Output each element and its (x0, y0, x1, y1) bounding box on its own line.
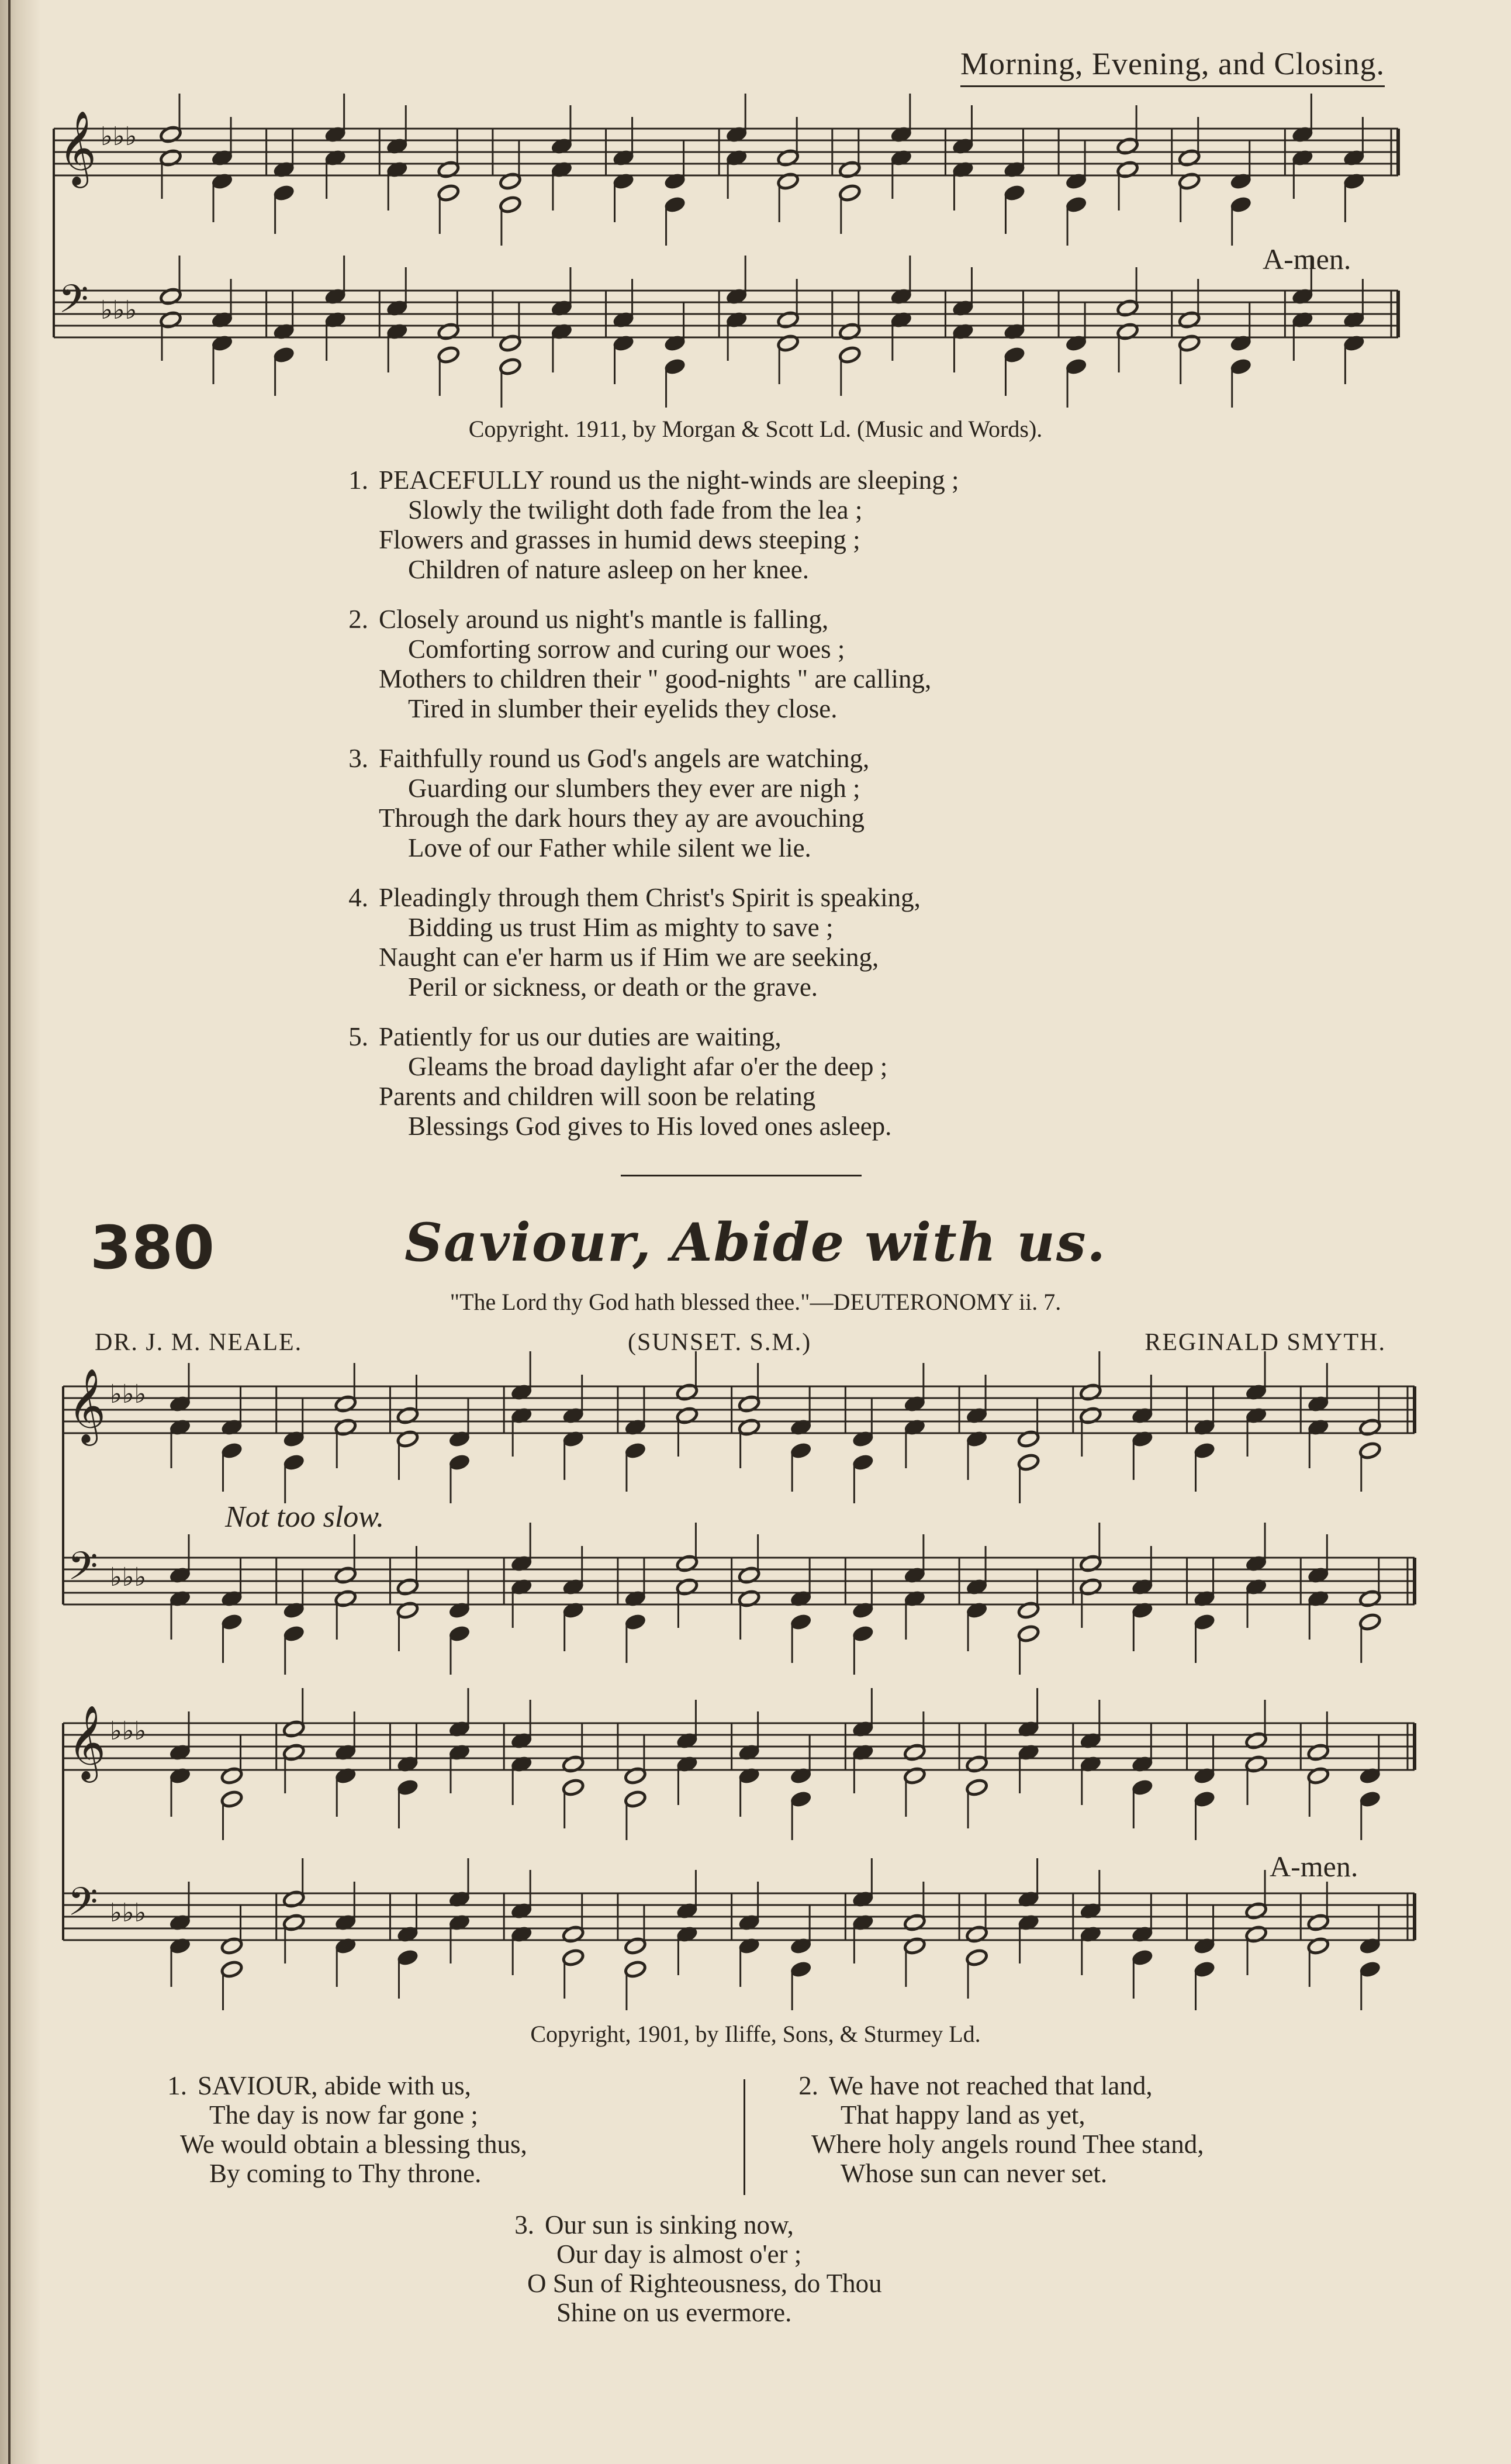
hymn-380-verse-1 (146, 2071, 527, 2188)
running-head: Morning, Evening, and Closing. (960, 46, 1385, 87)
verse-line: We would obtain a blessing thus, (180, 2130, 527, 2159)
verse-number: 5. (348, 1022, 368, 1051)
section-divider (621, 1175, 862, 1176)
verse-line: Our day is almost o'er ; (556, 2239, 802, 2269)
hymn-379-verses (327, 465, 959, 1161)
svg-text:♭♭♭: ♭♭♭ (110, 1898, 147, 1928)
verse-number: 3. (348, 744, 368, 773)
verse-line: Love of our Father while silent we lie. (408, 833, 811, 862)
verse-5 (327, 1022, 959, 1141)
verse-number: 1. (348, 465, 368, 495)
verse-line: Peril or sickness, or death or the grave. (408, 972, 818, 1002)
tune-name: (SUNSET. S.M.) (628, 1329, 812, 1356)
column-divider (744, 2079, 745, 2195)
verse-2 (327, 605, 959, 724)
verse-number: 2. (798, 2071, 818, 2100)
hymn-380-verse-3 (493, 2210, 882, 2327)
verse-number: 2. (348, 605, 368, 634)
verse-line: Our sun is sinking now, (545, 2210, 794, 2239)
svg-text:𝄞: 𝄞 (68, 1368, 106, 1442)
svg-text:𝄢: 𝄢 (68, 1544, 98, 1598)
tempo-marking: Not too slow. (225, 1500, 385, 1534)
verse-line: Tired in slumber their eyelids they close. (408, 694, 838, 723)
verse-line: Blessings God gives to His loved ones asleep. (408, 1112, 892, 1141)
verse-line: Where holy angels round Thee stand, (811, 2130, 1204, 2159)
verse-1 (327, 465, 959, 585)
verse-line: Whose sun can never set. (841, 2159, 1108, 2188)
hymn-379-amen: A-men. (1263, 243, 1351, 275)
hymn-title: Saviour, Abide with us. (404, 1212, 1107, 1274)
scripture-reference: "The Lord thy God hath blessed thee."—DEUTERONOMY ii. 7. (450, 1289, 1061, 1315)
verse-line: We have not reached that land, (829, 2071, 1153, 2100)
verse-line: Faithfully round us God's angels are watching, (379, 744, 870, 773)
hymn-379-copyright: Copyright. 1911, by Morgan & Scott Ld. (Music and Words). (468, 416, 1043, 442)
verse-number: 1. (167, 2071, 187, 2100)
verse-number: 4. (348, 883, 368, 912)
verse-line: Closely around us night's mantle is falling, (379, 605, 829, 634)
svg-text:𝄢: 𝄢 (68, 1879, 98, 1934)
verse-line: O Sun of Righteousness, do Thou (527, 2269, 882, 2298)
verse-line: Mothers to children their " good-nights " are calling, (379, 664, 932, 693)
verse-line: Naught can e'er harm us if Him we are seeking, (379, 943, 879, 972)
verse-line: Comforting sorrow and curing our woes ; (408, 634, 845, 664)
verse-line: Flowers and grasses in humid dews steeping ; (379, 525, 860, 554)
verse-number: 3. (514, 2210, 534, 2239)
verse-line: Bidding us trust Him as mighty to save ; (408, 913, 834, 942)
hymn-380-copyright: Copyright, 1901, by Iliffe, Sons, & Sturmey Ld. (530, 2021, 981, 2047)
verse-line: Patiently for us our duties are waiting, (379, 1022, 782, 1051)
svg-text:𝄢: 𝄢 (58, 277, 89, 331)
verse-line: Parents and children will soon be relating (379, 1082, 816, 1111)
hymn-number: 380 (90, 1213, 215, 1283)
svg-text:♭♭♭: ♭♭♭ (110, 1379, 147, 1409)
verse-4 (327, 883, 959, 1002)
verse-line: Pleadingly through them Christ's Spirit is speaking, (379, 883, 921, 912)
svg-text:♭♭♭: ♭♭♭ (101, 295, 137, 325)
verse-line: That happy land as yet, (841, 2100, 1085, 2130)
verse-line: Slowly the twilight doth fade from the lea ; (408, 495, 863, 524)
hymn-380-amen: A-men. (1270, 1850, 1358, 1883)
hymn-380-verse-2 (777, 2071, 1204, 2188)
verse-line: SAVIOUR, abide with us, (198, 2071, 471, 2100)
verse-line: PEACEFULLY round us the night-winds are sleeping ; (379, 465, 959, 495)
verse-line: The day is now far gone ; (209, 2100, 478, 2130)
svg-text:♭♭♭: ♭♭♭ (101, 122, 137, 151)
composer-credit: REGINALD SMYTH. (1145, 1329, 1386, 1356)
svg-text:♭♭♭: ♭♭♭ (110, 1716, 147, 1746)
svg-text:𝄞: 𝄞 (58, 110, 97, 185)
verse-line: By coming to Thy throne. (209, 2159, 482, 2188)
svg-text:♭♭♭: ♭♭♭ (110, 1562, 147, 1592)
verse-line: Guarding our slumbers they ever are nigh ; (408, 774, 860, 803)
author-credit: DR. J. M. NEALE. (95, 1329, 303, 1356)
verse-line: Gleams the broad daylight afar o'er the deep ; (408, 1052, 888, 1081)
verse-line: Through the dark hours they ay are avouching (379, 803, 865, 833)
verse-3 (327, 744, 959, 863)
svg-text:𝄞: 𝄞 (68, 1704, 106, 1779)
verse-line: Children of nature asleep on her knee. (408, 555, 809, 584)
verse-line: Shine on us evermore. (556, 2298, 792, 2327)
